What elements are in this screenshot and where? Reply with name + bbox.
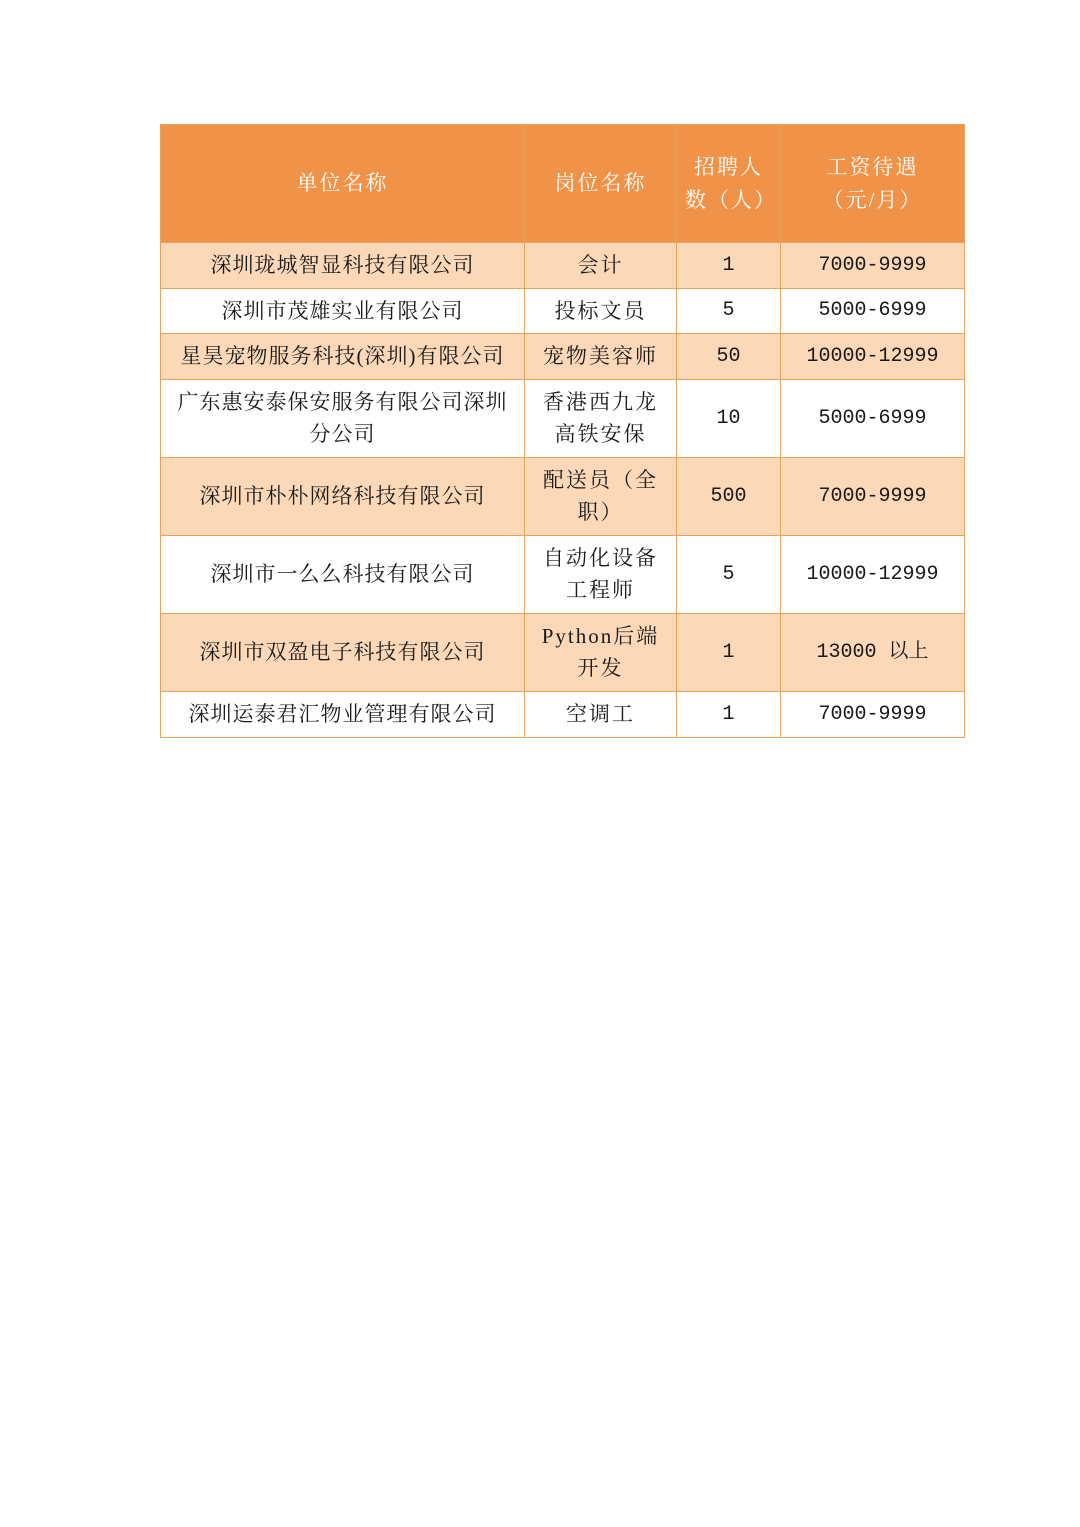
cell-pay: 10000-12999 xyxy=(781,334,965,380)
cell-pay: 7000-9999 xyxy=(781,243,965,289)
cell-post: 投标文员 xyxy=(525,288,677,334)
cell-num: 1 xyxy=(677,692,781,738)
column-header-num-line-2: 数（人） xyxy=(685,187,777,212)
table-row xyxy=(161,379,965,457)
cell-pay: 10000-12999 xyxy=(781,535,965,613)
cell-pay: 5000-6999 xyxy=(781,288,965,334)
cell-pay: 13000 以上 xyxy=(781,613,965,691)
table-row xyxy=(161,334,965,380)
cell-pay: 5000-6999 xyxy=(781,379,965,457)
cell-pay: 7000-9999 xyxy=(781,692,965,738)
cell-unit: 深圳市朴朴网络科技有限公司 xyxy=(161,457,525,535)
table-row xyxy=(161,535,965,613)
table-row xyxy=(161,243,965,289)
cell-unit: 深圳市双盈电子科技有限公司 xyxy=(161,613,525,691)
table-row xyxy=(161,288,965,334)
cell-post: 空调工 xyxy=(525,692,677,738)
cell-num: 10 xyxy=(677,379,781,457)
table-body xyxy=(161,243,965,738)
job-listing-table xyxy=(160,124,965,738)
column-header-unit xyxy=(161,125,525,243)
cell-num: 1 xyxy=(677,613,781,691)
cell-post: 香港西九龙高铁安保 xyxy=(525,379,677,457)
column-header-num xyxy=(677,125,781,243)
cell-post: Python后端开发 xyxy=(525,613,677,691)
column-header-pay xyxy=(781,125,965,243)
cell-unit: 深圳市一么么科技有限公司 xyxy=(161,535,525,613)
column-header-unit-line-1: 单位名称 xyxy=(296,171,389,196)
job-listing-table-container xyxy=(160,124,964,738)
cell-post: 宠物美容师 xyxy=(525,334,677,380)
cell-num: 500 xyxy=(677,457,781,535)
cell-unit: 深圳市茂雄实业有限公司 xyxy=(161,288,525,334)
cell-unit: 星昊宠物服务科技(深圳)有限公司 xyxy=(161,334,525,380)
table-row xyxy=(161,692,965,738)
table-row xyxy=(161,613,965,691)
cell-unit: 深圳珑城智显科技有限公司 xyxy=(161,243,525,289)
cell-post: 会计 xyxy=(525,243,677,289)
cell-post: 配送员（全职） xyxy=(525,457,677,535)
table-row xyxy=(161,457,965,535)
cell-num: 50 xyxy=(677,334,781,380)
cell-post: 自动化设备工程师 xyxy=(525,535,677,613)
cell-num: 1 xyxy=(677,243,781,289)
table-header-row xyxy=(161,125,965,243)
column-header-num-line-1: 招聘人 xyxy=(694,154,763,179)
column-header-post xyxy=(525,125,677,243)
cell-num: 5 xyxy=(677,535,781,613)
column-header-pay-line-1: 工资待遇 xyxy=(826,154,919,179)
cell-unit: 广东惠安泰保安服务有限公司深圳分公司 xyxy=(161,379,525,457)
cell-num: 5 xyxy=(677,288,781,334)
column-header-pay-line-2: （元/月） xyxy=(822,187,923,212)
cell-unit: 深圳运泰君汇物业管理有限公司 xyxy=(161,692,525,738)
cell-pay: 7000-9999 xyxy=(781,457,965,535)
column-header-post-line-1: 岗位名称 xyxy=(554,171,647,196)
table-header xyxy=(161,125,965,243)
